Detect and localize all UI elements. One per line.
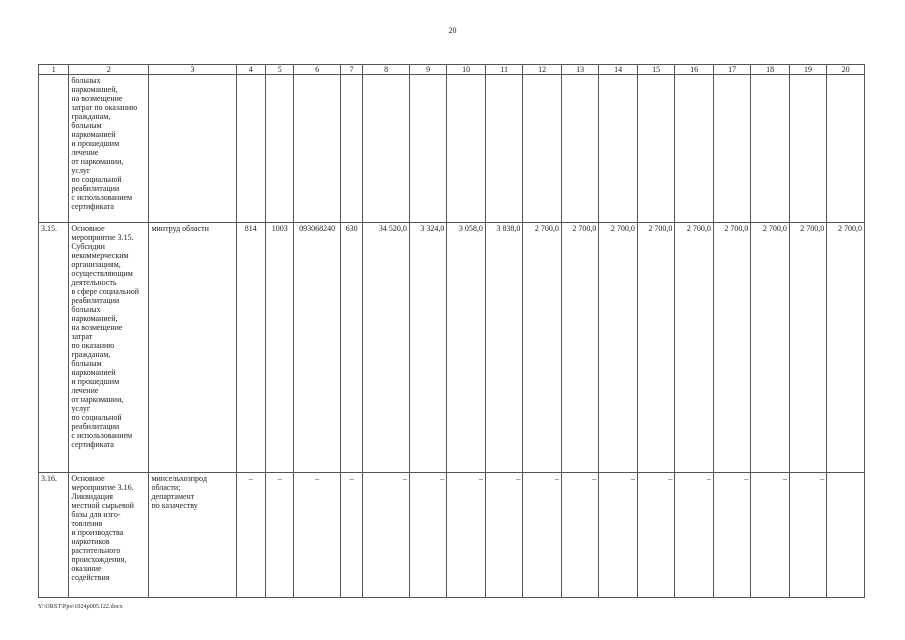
value-cell: –: [294, 473, 341, 598]
value-cell: [236, 75, 265, 223]
value-cell: –: [751, 473, 790, 598]
column-header: 8: [363, 65, 410, 75]
executor-cell: минсельхозпрод области; департамент по казачеству: [149, 473, 236, 598]
value-cell: [561, 75, 598, 223]
column-header: 10: [447, 65, 486, 75]
value-cell: 630: [340, 223, 362, 473]
value-cell: [266, 75, 294, 223]
value-cell: 2 700,0: [599, 223, 638, 473]
column-header: 15: [637, 65, 674, 75]
column-header: 2: [69, 65, 149, 75]
value-cell: [713, 75, 750, 223]
executor-cell: [149, 75, 236, 223]
column-header: 16: [675, 65, 714, 75]
value-cell: 1003: [266, 223, 294, 473]
value-cell: [447, 75, 486, 223]
value-cell: –: [637, 473, 674, 598]
value-cell: 093068240: [294, 223, 341, 473]
value-cell: [523, 75, 562, 223]
column-header: 14: [599, 65, 638, 75]
value-cell: 3 324,0: [409, 223, 446, 473]
value-cell: 2 700,0: [789, 223, 826, 473]
column-header: 18: [751, 65, 790, 75]
value-cell: –: [236, 473, 265, 598]
value-cell: 2 700,0: [561, 223, 598, 473]
value-cell: [675, 75, 714, 223]
value-cell: 3 058,0: [447, 223, 486, 473]
table-wrapper: [38, 64, 865, 600]
value-cell: [789, 75, 826, 223]
column-header: 1: [39, 65, 69, 75]
page-number: 20: [448, 26, 457, 35]
value-cell: [827, 75, 865, 223]
budget-table: [38, 64, 865, 598]
executor-cell: минтруд области: [149, 223, 236, 473]
value-cell: 3 838,0: [485, 223, 522, 473]
value-cell: 2 700,0: [751, 223, 790, 473]
column-header: 17: [713, 65, 750, 75]
value-cell: [599, 75, 638, 223]
value-cell: –: [789, 473, 826, 598]
value-cell: 2 700,0: [827, 223, 865, 473]
column-header: 13: [561, 65, 598, 75]
value-cell: [751, 75, 790, 223]
header-row: [39, 65, 865, 75]
column-header: 7: [340, 65, 362, 75]
table-row: [39, 223, 865, 473]
value-cell: 34 520,0: [363, 223, 410, 473]
measure-name-cell: Основное мероприятие 3.15. Субсидии некоммерческим организациям, осуществляющим деятельность в сфере социальной реабилитации больных наркоманией, на возмещение затрат по оказанию гражданам, больным наркоманией и прошедшим лечение от наркомании, услуг по социальной реабилитации с использованием сертификата: [69, 223, 149, 473]
value-cell: [637, 75, 674, 223]
value-cell: [340, 75, 362, 223]
table-row: [39, 473, 865, 598]
column-header: 19: [789, 65, 826, 75]
column-header: 11: [485, 65, 522, 75]
value-cell: –: [485, 473, 522, 598]
value-cell: 2 700,0: [637, 223, 674, 473]
row-number-cell: [39, 75, 69, 223]
value-cell: [363, 75, 410, 223]
value-cell: –: [447, 473, 486, 598]
value-cell: [827, 473, 865, 598]
value-cell: 2 700,0: [713, 223, 750, 473]
value-cell: [485, 75, 522, 223]
value-cell: –: [266, 473, 294, 598]
footer-file-path: Y:\ORST\Ppo\1024p005.f22.docx: [38, 604, 123, 610]
table-row: [39, 75, 865, 223]
value-cell: –: [675, 473, 714, 598]
value-cell: –: [713, 473, 750, 598]
value-cell: –: [363, 473, 410, 598]
column-header: 4: [236, 65, 265, 75]
value-cell: 2 700,0: [675, 223, 714, 473]
column-header: 9: [409, 65, 446, 75]
row-number-cell: 3.16.: [39, 473, 69, 598]
column-header: 5: [266, 65, 294, 75]
value-cell: [409, 75, 446, 223]
column-header: 6: [294, 65, 341, 75]
value-cell: 814: [236, 223, 265, 473]
value-cell: –: [340, 473, 362, 598]
value-cell: 2 700,0: [523, 223, 562, 473]
value-cell: –: [409, 473, 446, 598]
measure-name-cell: больных наркоманией, на возмещение затрат по оказанию гражданам, больным наркоманией и прошедшим лечение от наркомании, услуг по социальной реабилитации с использованием сертификата: [69, 75, 149, 223]
column-header: 12: [523, 65, 562, 75]
row-number-cell: 3.15.: [39, 223, 69, 473]
value-cell: [294, 75, 341, 223]
measure-name-cell: Основное мероприятие 3.16. Ликвидация местной сырьевой базы для изго- товления и производства наркотиков растительного происхождения, оказание содействия: [69, 473, 149, 598]
column-header: 20: [827, 65, 865, 75]
value-cell: –: [561, 473, 598, 598]
value-cell: –: [523, 473, 562, 598]
column-header: 3: [149, 65, 236, 75]
value-cell: –: [599, 473, 638, 598]
